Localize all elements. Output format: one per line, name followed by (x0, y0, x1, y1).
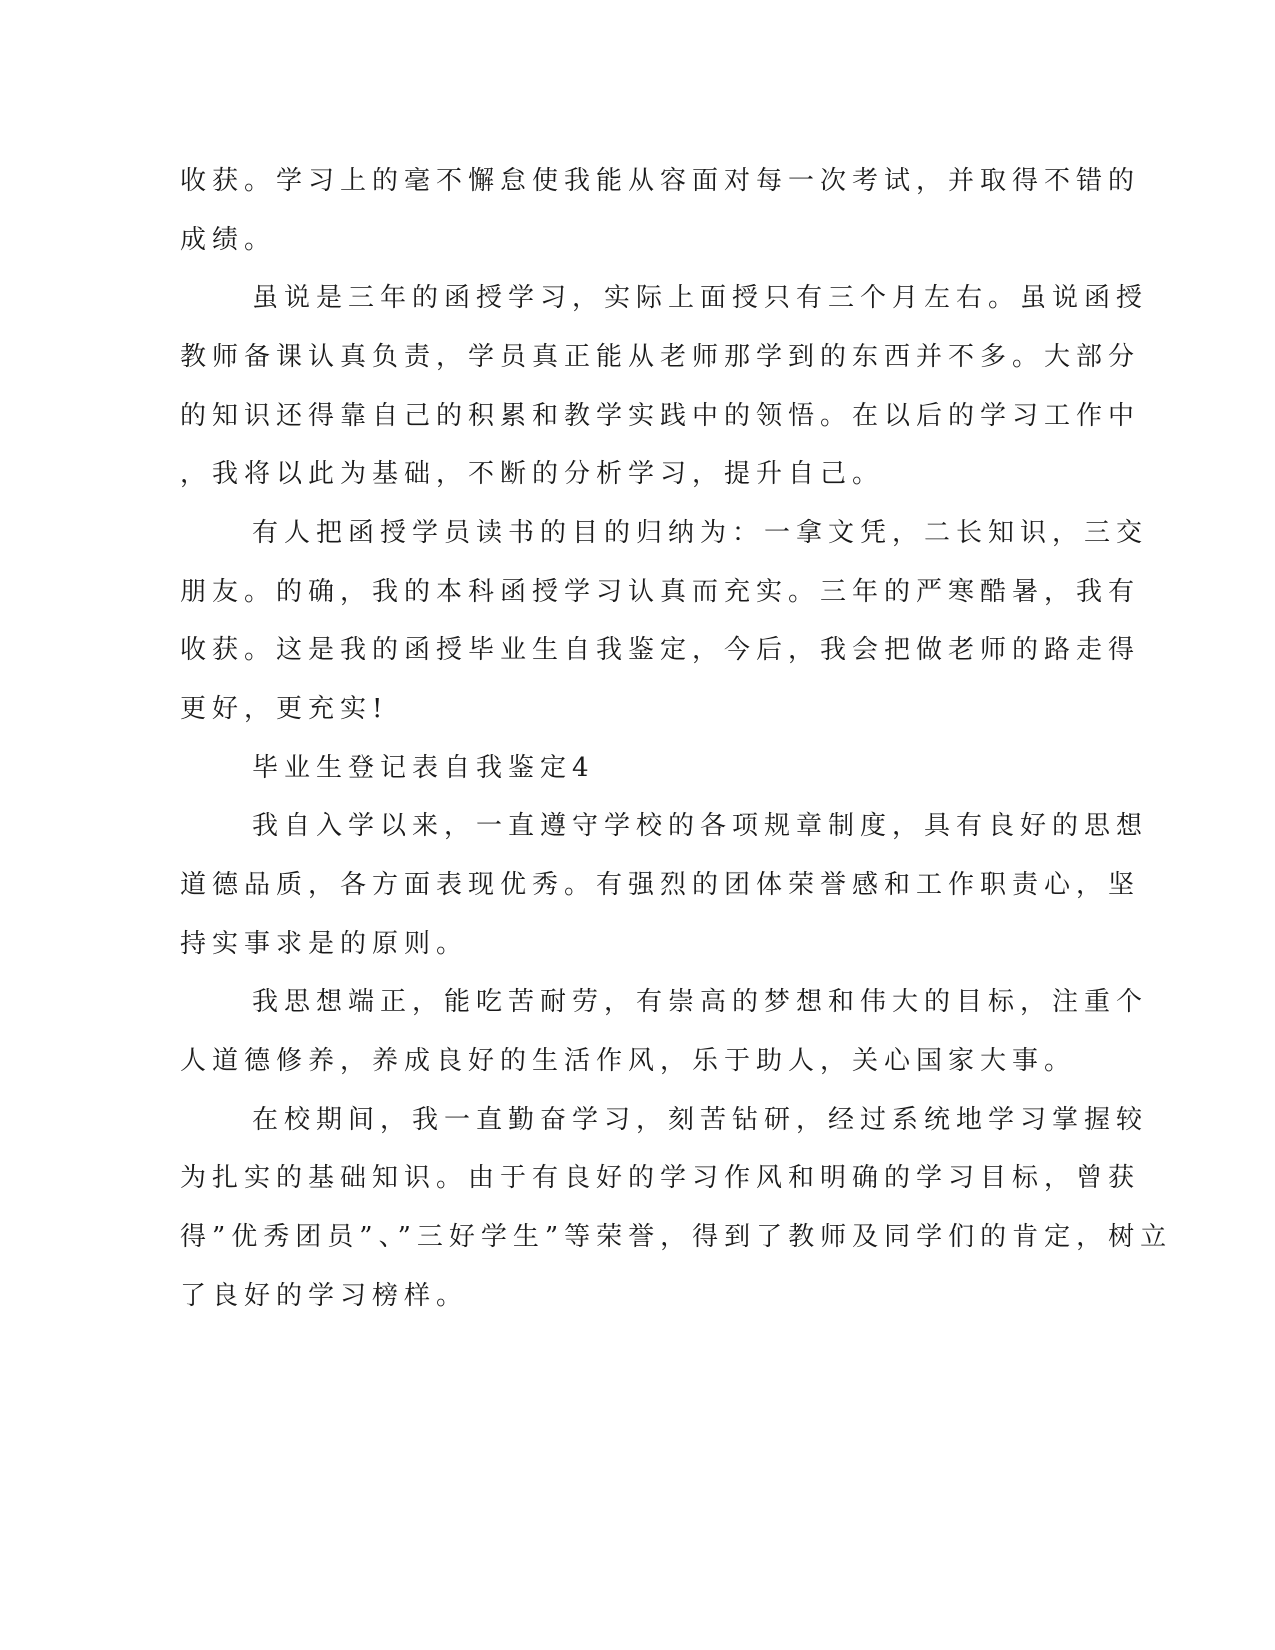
text-line: 我自入学以来，一直遵守学校的各项规章制度，具有良好的思想 (252, 811, 1149, 841)
text-line: 了良好的学习榜样。 (180, 1281, 469, 1311)
text-line: 人道德修养，养成良好的生活作风，乐于助人，关心国家大事。 (180, 1046, 1077, 1076)
text-line: 的知识还得靠自己的积累和教学实践中的领悟。在以后的学习工作中 (180, 401, 1141, 431)
text-line: 得”优秀团员”、”三好学生”等荣誉，得到了教师及同学们的肯定，树立 (180, 1222, 1173, 1252)
text-line: 持实事求是的原则。 (180, 929, 469, 959)
text-line: 更好，更充实! (180, 694, 389, 724)
text-line: 收获。学习上的毫不懈怠使我能从容面对每一次考试，并取得不错的 (180, 166, 1141, 196)
text-line: 我思想端正，能吃苦耐劳，有崇高的梦想和伟大的目标，注重个 (252, 987, 1149, 1017)
text-line: 朋友。的确，我的本科函授学习认真而充实。三年的严寒酷暑，我有 (180, 577, 1141, 607)
section-heading: 毕业生登记表自我鉴定4 (252, 753, 595, 783)
text-line: 收获。这是我的函授毕业生自我鉴定，今后，我会把做老师的路走得 (180, 635, 1141, 665)
text-line: ，我将以此为基础，不断的分析学习，提升自己。 (180, 459, 885, 489)
text-line: 虽说是三年的函授学习，实际上面授只有三个月左右。虽说函授 (252, 283, 1149, 313)
text-line: 在校期间，我一直勤奋学习，刻苦钻研，经过系统地学习掌握较 (252, 1105, 1149, 1135)
text-line: 教师备课认真负责，学员真正能从老师那学到的东西并不多。大部分 (180, 342, 1141, 372)
text-line: 道德品质，各方面表现优秀。有强烈的团体荣誉感和工作职责心，坚 (180, 870, 1141, 900)
text-line: 有人把函授学员读书的目的归纳为：一拿文凭，二长知识，三交 (252, 518, 1149, 548)
text-line: 为扎实的基础知识。由于有良好的学习作风和明确的学习目标，曾获 (180, 1163, 1141, 1193)
text-line: 成绩。 (180, 225, 277, 255)
